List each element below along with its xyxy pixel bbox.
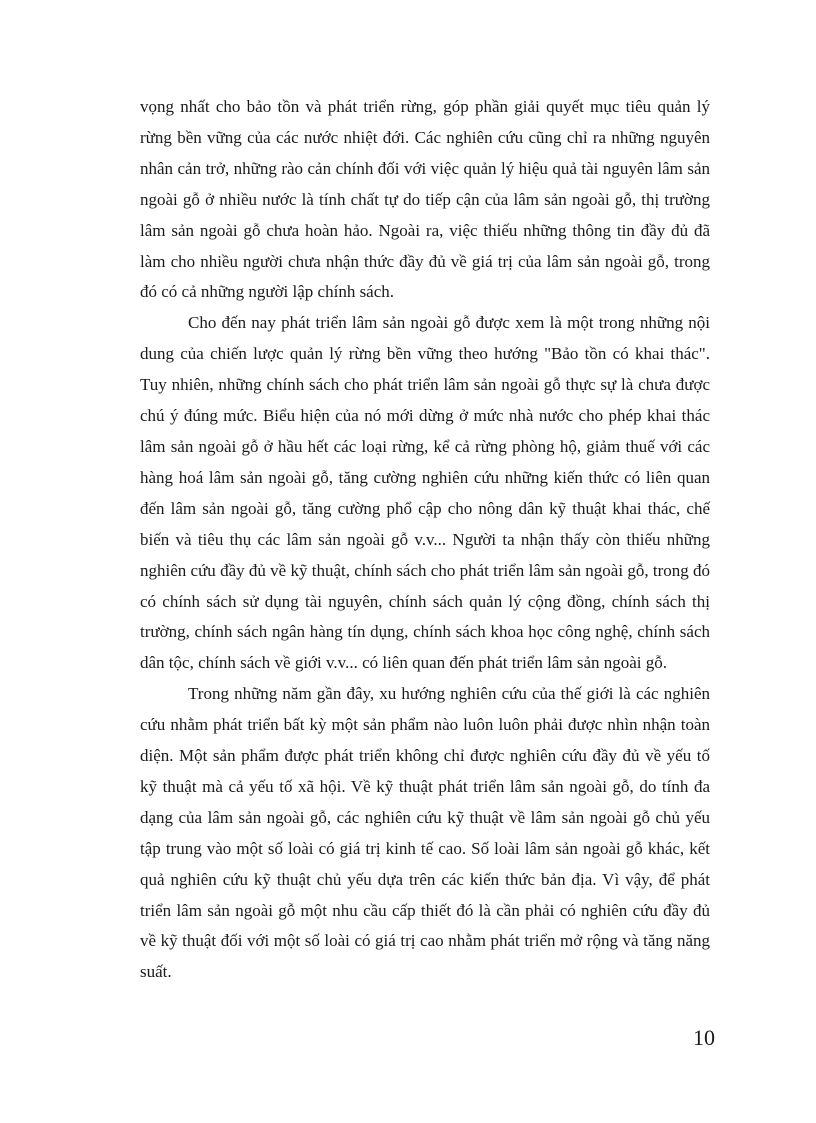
paragraph-1: vọng nhất cho bảo tồn và phát triển rừng, góp phần giải quyết mục tiêu quản lý rừng bền vững của các nước nhiệt đới. Các nghiên cứu cũng chỉ ra những nguyên nhân cản trở, những rào cản chính đối với việc quản lý hiệu quả tài nguyên lâm sản ngoài gỗ ở nhiều nước là tính chất tự do tiếp cận của lâm sản ngoài gỗ, thị trường lâm sản ngoài gỗ chưa hoàn hảo. Ngoài ra, việc thiếu những thông tin đầy đủ đã làm cho nhiều người chưa nhận thức đầy đủ về giá trị của lâm sản ngoài gỗ, trong đó có cả những người lập chính sách. — [140, 97, 710, 302]
paragraph-3: Trong những năm gần đây, xu hướng nghiên cứu của thế giới là các nghiên cứu nhằm phát triển bất kỳ một sản phẩm nào luôn luôn phải được nhìn nhận toàn diện. Một sản phẩm được phát triển không chỉ được nghiên cứu đầy đủ về yếu tố kỹ thuật mà cả yếu tố xã hội. Về kỹ thuật phát triển lâm sản ngoài gỗ, do tính đa dạng của lâm sản ngoài gỗ, các nghiên cứu kỹ thuật về lâm sản ngoài gỗ chủ yếu tập trung vào một số loài có giá trị kinh tế cao. Số loài lâm sản ngoài gỗ khác, kết quả nghiên cứu kỹ thuật chủ yếu dựa trên các kiến thức bản địa. Vì vậy, để phát triển lâm sản ngoài gỗ một nhu cầu cấp thiết đó là cần phải có nghiên cứu đầy đủ về kỹ thuật đối với một số loài có giá trị cao nhằm phát triển mở rộng và tăng năng suất. — [140, 684, 710, 982]
paragraph-2: Cho đến nay phát triển lâm sản ngoài gỗ được xem là một trong những nội dung của chiến lược quản lý rừng bền vững theo hướng "Bảo tồn có khai thác". Tuy nhiên, những chính sách cho phát triển lâm sản ngoài gỗ thực sự là chưa được chú ý đúng mức. Biểu hiện của nó mới dừng ở mức nhà nước cho phép khai thác lâm sản ngoài gỗ ở hầu hết các loại rừng, kể cả rừng phòng hộ, giảm thuế với các hàng hoá lâm sản ngoài gỗ, tăng cường nghiên cứu những kiến thức có liên quan đến lâm sản ngoài gỗ, tăng cường phổ cập cho nông dân kỹ thuật khai thác, chế biến và tiêu thụ các lâm sản ngoài gỗ v.v... Người ta nhận thấy còn thiếu những nghiên cứu đầy đủ về kỹ thuật, chính sách cho phát triển lâm sản ngoài gỗ, trong đó có chính sách sử dụng tài nguyên, chính sách quản lý cộng đồng, chính sách thị trường, chính sách ngân hàng tín dụng, chính sách khoa học công nghệ, chính sách dân tộc, chính sách về giới v.v... có liên quan đến phát triển lâm sản ngoài gỗ. — [140, 313, 710, 673]
body-text — [140, 92, 710, 988]
page-number: 10 — [693, 1025, 715, 1050]
